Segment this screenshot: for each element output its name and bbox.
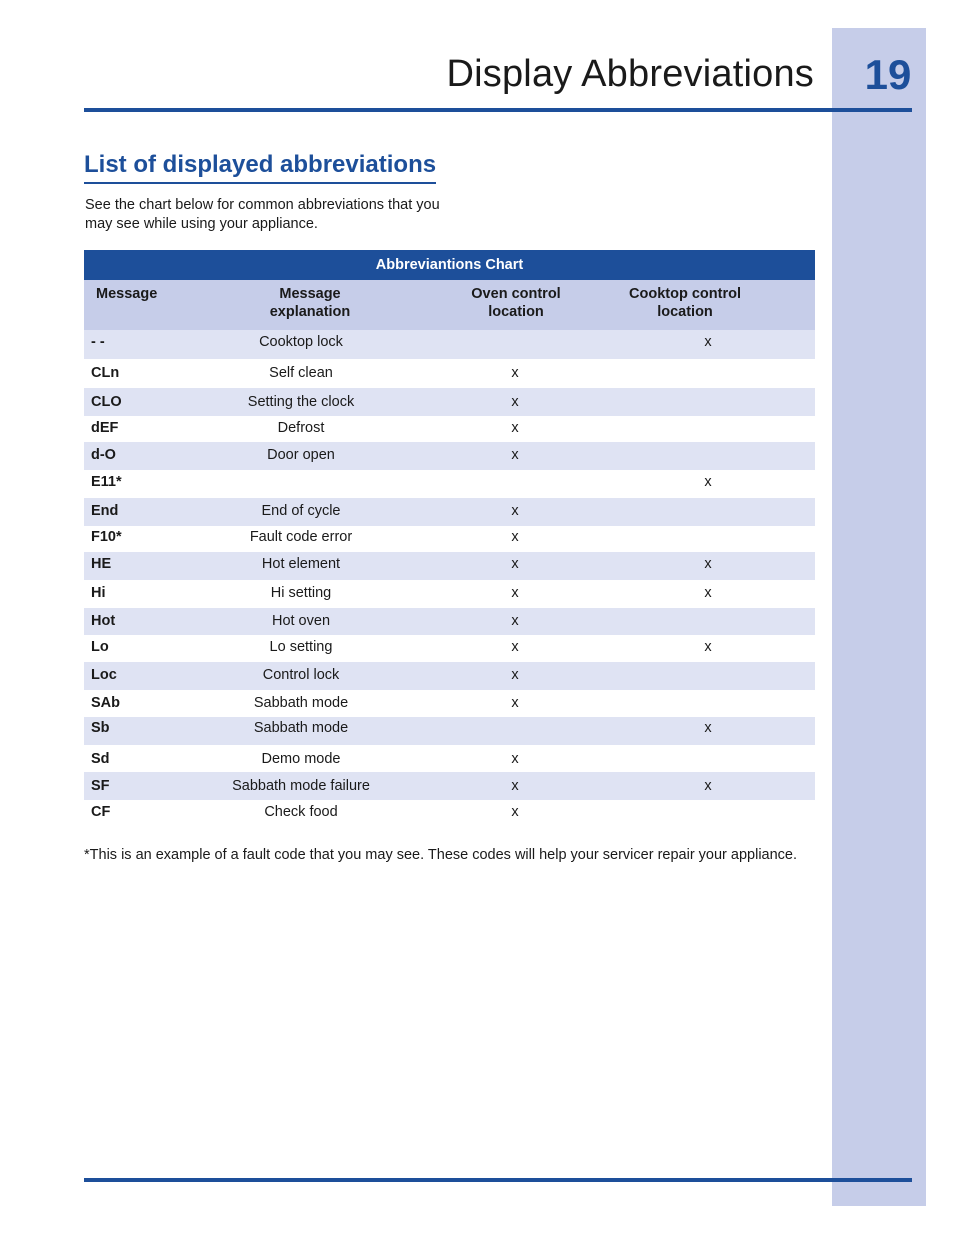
cell-cooktop: x xyxy=(704,778,712,794)
cell-explanation: Lo setting xyxy=(269,639,333,655)
cell-explanation: Fault code error xyxy=(249,529,353,545)
page-title: Display Abbreviations xyxy=(446,53,814,95)
footer-rule xyxy=(84,1178,912,1182)
table-row xyxy=(84,608,815,635)
cell-message: Hi xyxy=(91,585,106,601)
cell-message: CF xyxy=(91,804,111,820)
chart-header-row xyxy=(84,280,815,330)
cell-message: Sb xyxy=(91,720,110,736)
cell-message: Sd xyxy=(91,751,110,767)
cell-message: SAb xyxy=(91,695,120,711)
cell-cooktop: x xyxy=(704,334,712,350)
cell-oven: x xyxy=(511,556,519,572)
cell-oven: x xyxy=(511,394,519,410)
cell-explanation: Sabbath mode xyxy=(253,695,349,711)
table-row xyxy=(84,470,815,498)
column-header-cooktop: Cooktop control location xyxy=(629,286,741,320)
intro-text: See the chart below for common abbreviations that you may see while using your appliance. xyxy=(85,197,440,232)
table-row xyxy=(84,416,815,442)
cell-message: F10* xyxy=(91,529,122,545)
cell-message: - - xyxy=(91,334,105,350)
cell-message: CLO xyxy=(91,394,122,410)
abbreviations-chart xyxy=(84,250,815,827)
cell-explanation: Self clean xyxy=(269,365,333,381)
table-row xyxy=(84,330,815,359)
cell-explanation: Cooktop lock xyxy=(259,334,343,350)
cell-cooktop: x xyxy=(704,720,712,736)
cell-cooktop: x xyxy=(704,556,712,572)
cell-oven: x xyxy=(511,751,519,767)
cell-oven: x xyxy=(511,503,519,519)
cell-message: HE xyxy=(91,556,112,572)
cell-explanation: Hi setting xyxy=(270,585,332,601)
table-row xyxy=(84,745,815,772)
column-header-oven: Oven control location xyxy=(471,286,561,320)
cell-explanation: End of cycle xyxy=(261,503,341,519)
table-row xyxy=(84,552,815,580)
cell-explanation: Hot element xyxy=(261,556,341,572)
cell-explanation: Sabbath mode xyxy=(253,720,349,736)
cell-oven: x xyxy=(511,365,519,381)
cell-oven: x xyxy=(511,613,519,629)
footnote: *This is an example of a fault code that you may see. These codes will help your servicer repair your appliance. xyxy=(84,847,798,863)
cell-explanation: Setting the clock xyxy=(247,394,355,410)
column-header-message: Message xyxy=(96,286,158,302)
table-row xyxy=(84,635,815,662)
cell-explanation: Door open xyxy=(267,447,335,463)
cell-explanation: Sabbath mode failure xyxy=(232,778,370,794)
cell-message: Hot xyxy=(91,613,116,629)
cell-oven: x xyxy=(511,695,519,711)
cell-oven: x xyxy=(511,667,519,683)
table-row xyxy=(84,359,815,388)
chart-rows xyxy=(84,330,815,827)
table-row xyxy=(84,662,815,690)
table-row xyxy=(84,717,815,745)
section-title: List of displayed abbreviations xyxy=(84,150,436,184)
cell-message: Lo xyxy=(91,639,109,655)
header-rule xyxy=(84,108,912,112)
table-row xyxy=(84,526,815,552)
cell-explanation: Control lock xyxy=(262,667,340,683)
chart-title: Abbreviantions Chart xyxy=(84,250,815,280)
cell-explanation: Defrost xyxy=(277,420,325,436)
cell-explanation: Demo mode xyxy=(261,751,341,767)
cell-message: CLn xyxy=(91,365,120,381)
cell-message: SF xyxy=(91,778,110,794)
cell-oven: x xyxy=(511,447,519,463)
cell-oven: x xyxy=(511,420,519,436)
cell-cooktop: x xyxy=(704,474,712,490)
cell-explanation: Hot oven xyxy=(271,613,331,629)
column-header-explanation: Message explanation xyxy=(269,286,351,320)
cell-message: E11* xyxy=(91,474,122,490)
table-row xyxy=(84,690,815,717)
table-row xyxy=(84,800,815,827)
cell-oven: x xyxy=(511,804,519,820)
cell-message: End xyxy=(91,503,119,519)
page-number: 19 xyxy=(864,51,912,98)
cell-message: Loc xyxy=(91,667,117,683)
cell-oven: x xyxy=(511,639,519,655)
cell-explanation: Check food xyxy=(264,804,338,820)
cell-oven: x xyxy=(511,529,519,545)
table-row xyxy=(84,772,815,800)
table-row xyxy=(84,498,815,526)
table-row xyxy=(84,580,815,608)
table-row xyxy=(84,442,815,470)
side-tab-bar xyxy=(832,28,926,1206)
cell-cooktop: x xyxy=(704,639,712,655)
cell-oven: x xyxy=(511,585,519,601)
cell-cooktop: x xyxy=(704,585,712,601)
cell-message: d-O xyxy=(91,447,116,463)
table-row xyxy=(84,388,815,416)
cell-message: dEF xyxy=(91,420,119,436)
cell-oven: x xyxy=(511,778,519,794)
